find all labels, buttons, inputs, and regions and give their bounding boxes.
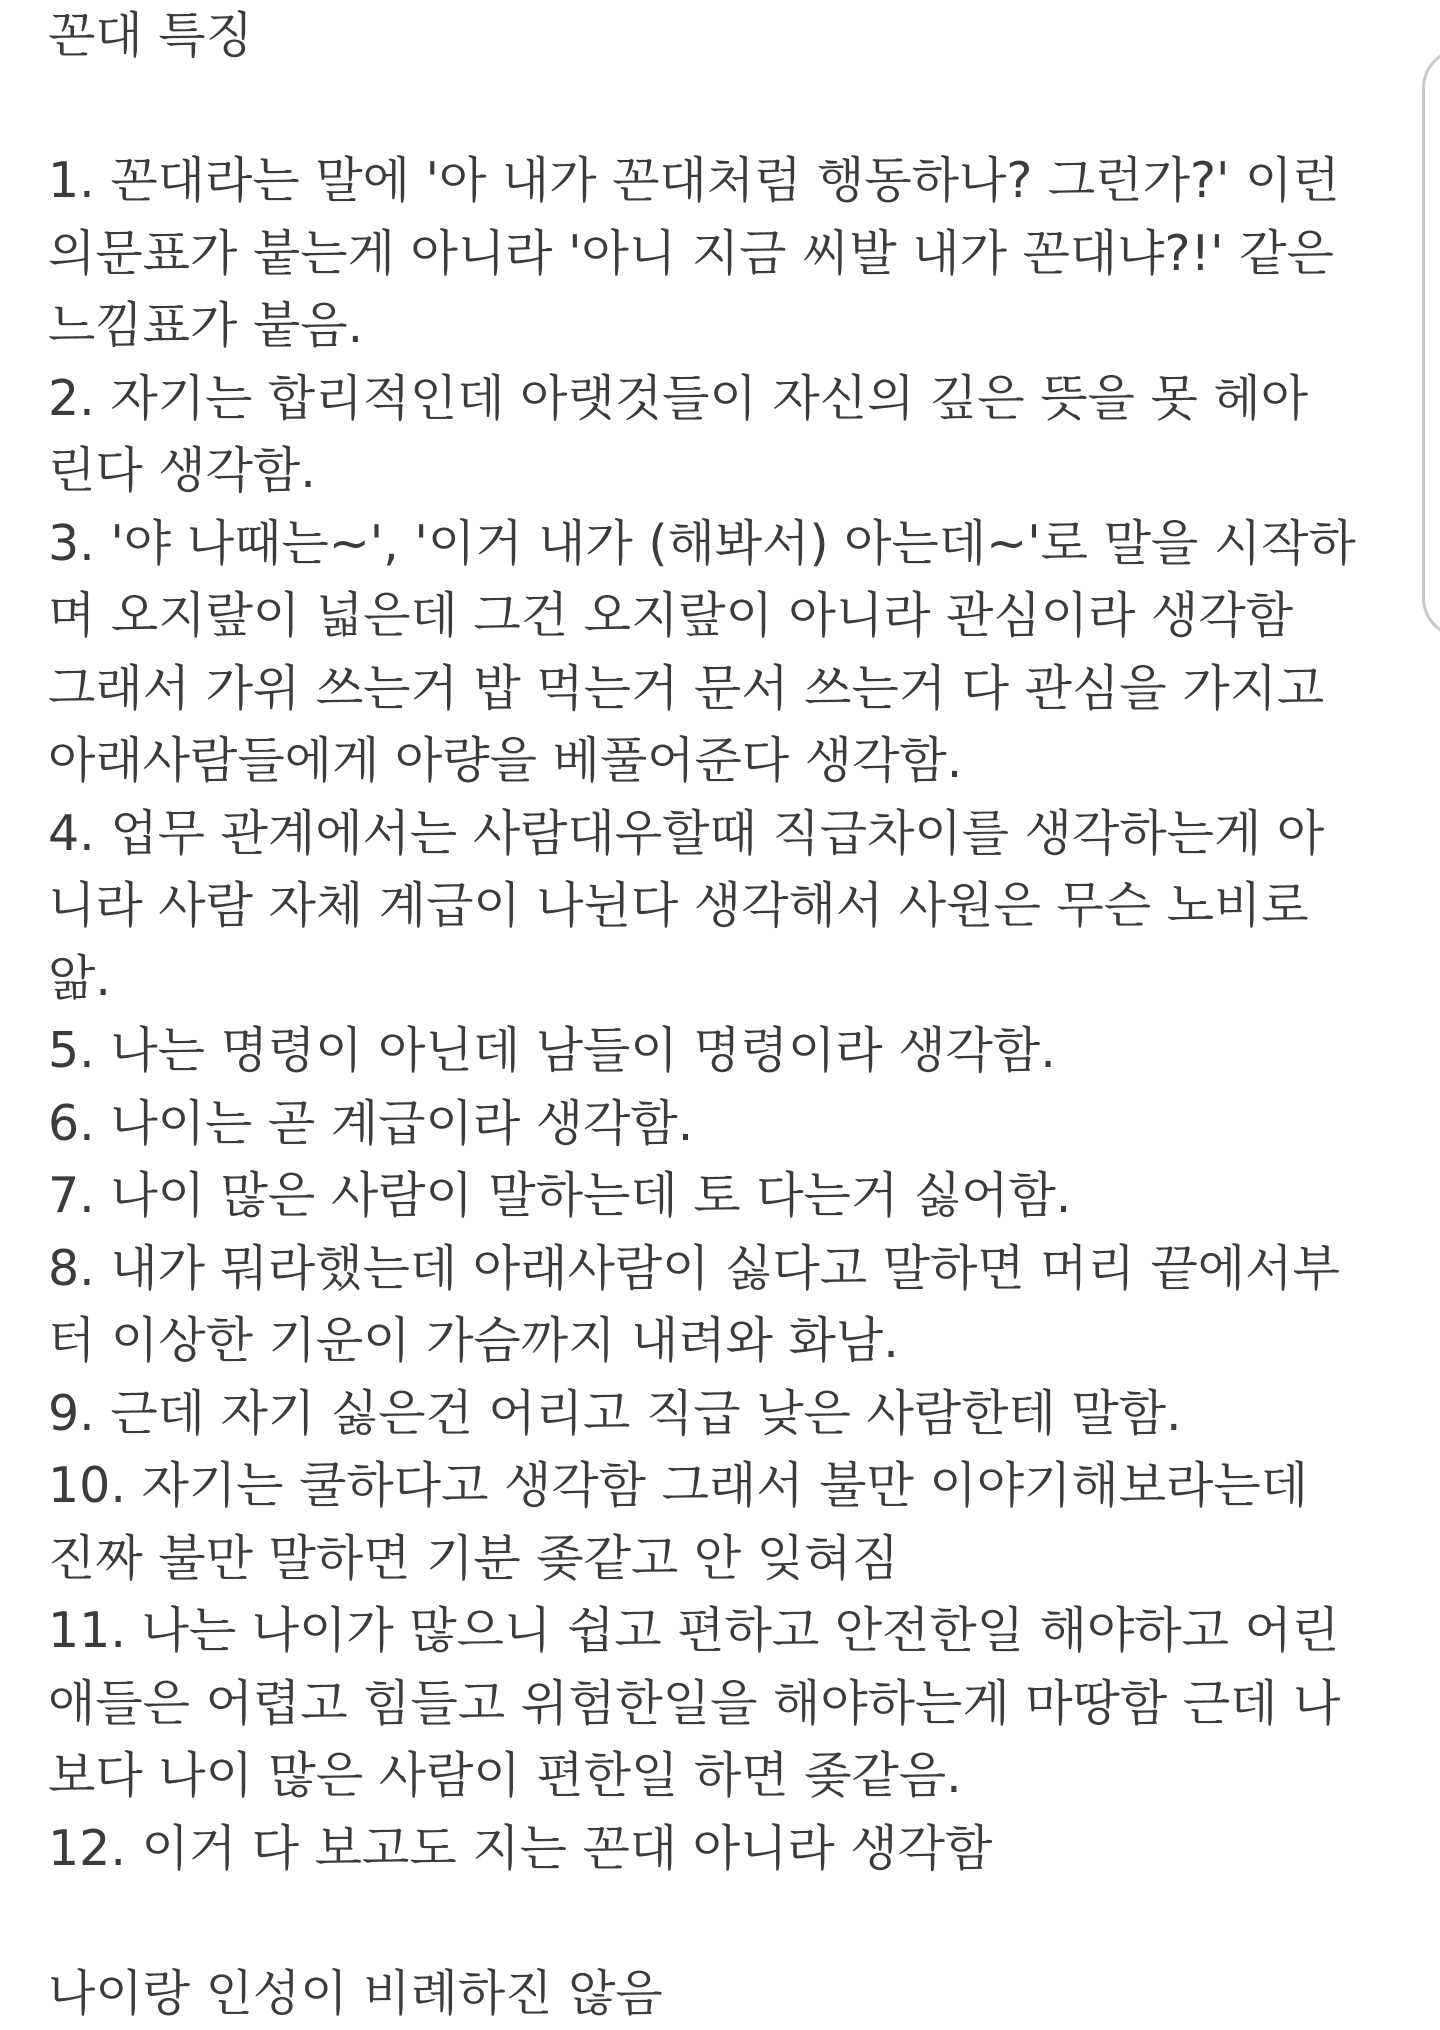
body-line: 앎.: [48, 943, 1408, 1016]
body-line: 4. 업무 관계에서는 사람대우할때 직급차이를 생각하는게 아: [48, 798, 1408, 871]
body-line: 10. 자기는 쿨하다고 생각함 그래서 불만 이야기해보라는데: [48, 1450, 1408, 1523]
body-line: 보다 나이 많은 사람이 편한일 하면 좆같음.: [48, 1740, 1408, 1813]
body-line: 7. 나이 많은 사람이 말하는데 토 다는거 싫어함.: [48, 1160, 1408, 1233]
body-line: 12. 이거 다 보고도 지는 꼰대 아니라 생각함: [48, 1813, 1408, 1886]
post-body: [48, 0, 1408, 2030]
body-line: 느낌표가 붙음.: [48, 290, 1408, 363]
body-line: 11. 나는 나이가 많으니 쉽고 편하고 안전한일 해야하고 어린: [48, 1595, 1408, 1668]
body-line: 니라 사람 자체 계급이 나뉜다 생각해서 사원은 무슨 노비로: [48, 870, 1408, 943]
body-line: 5. 나는 명령이 아닌데 남들이 명령이라 생각함.: [48, 1015, 1408, 1088]
body-line: 애들은 어렵고 힘들고 위험한일을 해야하는게 마땅함 근데 나: [48, 1668, 1408, 1741]
scroll-handle[interactable]: [1422, 48, 1440, 638]
body-line: 1. 꼰대라는 말에 '아 내가 꼰대처럼 행동하나? 그런가?' 이런: [48, 145, 1408, 218]
blank-line: [48, 73, 1408, 146]
body-line: 8. 내가 뭐라했는데 아래사람이 싫다고 말하면 머리 끝에서부: [48, 1233, 1408, 1306]
body-line: 9. 근데 자기 싫은건 어리고 직급 낮은 사람한테 말함.: [48, 1378, 1408, 1451]
body-line: 의문표가 붙는게 아니라 '아니 지금 씨발 내가 꼰대냐?!' 같은: [48, 218, 1408, 291]
body-line: 진짜 불만 말하면 기분 좆같고 안 잊혀짐: [48, 1523, 1408, 1596]
body-line: 그래서 가위 쓰는거 밥 먹는거 문서 쓰는거 다 관심을 가지고: [48, 653, 1408, 726]
body-line: 6. 나이는 곧 계급이라 생각함.: [48, 1088, 1408, 1161]
body-line: 린다 생각함.: [48, 435, 1408, 508]
post-title: 꼰대 특징: [48, 0, 1408, 73]
body-line: 아래사람들에게 아량을 베풀어준다 생각함.: [48, 725, 1408, 798]
body-line: 터 이상한 기운이 가슴까지 내려와 화남.: [48, 1305, 1408, 1378]
body-line: 2. 자기는 합리적인데 아랫것들이 자신의 깊은 뜻을 못 헤아: [48, 363, 1408, 436]
blank-line: [48, 1885, 1408, 1958]
body-line: 며 오지랖이 넓은데 그건 오지랖이 아니라 관심이라 생각함: [48, 580, 1408, 653]
closing-line: 나이랑 인성이 비례하진 않음: [48, 1958, 1408, 2030]
body-line: 3. '야 나때는~', '이거 내가 (해봐서) 아는데~'로 말을 시작하: [48, 508, 1408, 581]
